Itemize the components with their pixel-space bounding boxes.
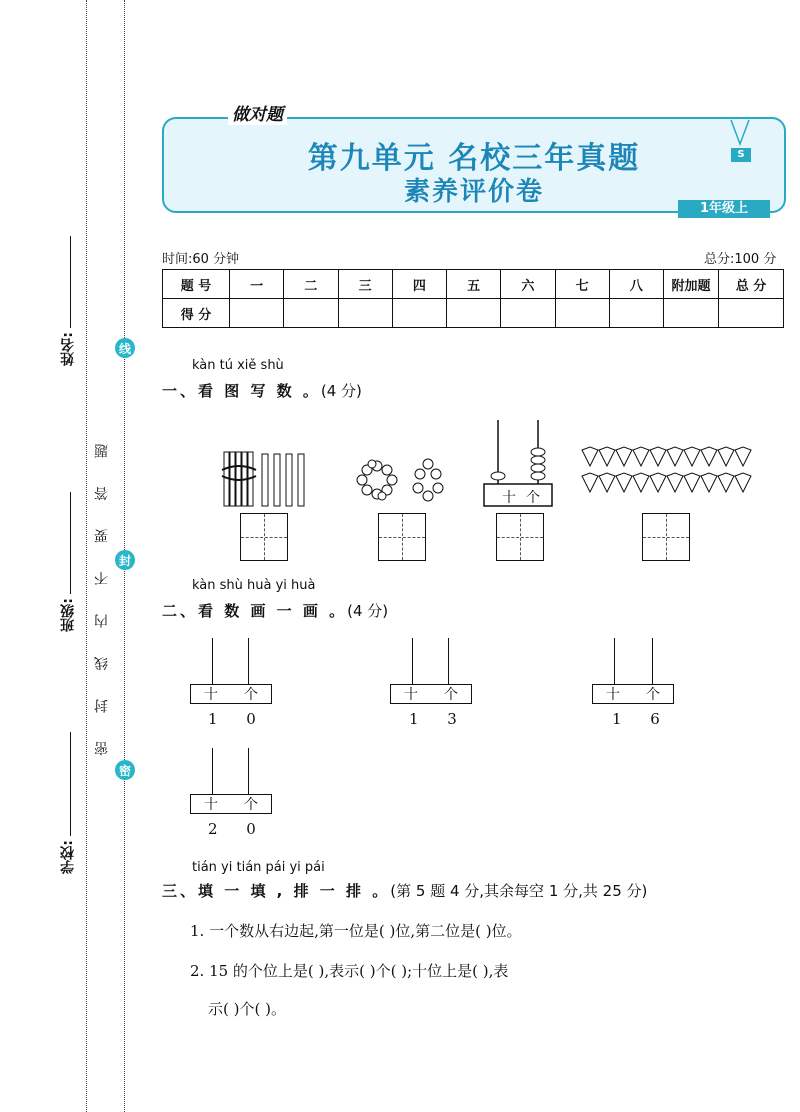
abacus-base[interactable] (190, 794, 272, 814)
header-cell: 总 分 (719, 270, 784, 299)
ones-label: 个 (444, 687, 458, 703)
header-cell: 五 (447, 270, 501, 299)
tens-label: 十 (404, 687, 418, 703)
title-line-2: 素养评价卷 (403, 177, 544, 207)
abacus-rod (248, 638, 249, 684)
score-cell[interactable] (447, 299, 501, 328)
time-info: 时间:60 分钟 (162, 252, 240, 267)
ones-label: 个 (244, 797, 258, 813)
header-cell: 七 (555, 270, 609, 299)
score-table (162, 269, 784, 328)
abacus-rod (448, 638, 449, 684)
q2-points: (4 分) (347, 602, 389, 620)
q3-item-1: 1. 一个数从右边起,第一位是( )位,第二位是( )位。 (190, 922, 522, 940)
tens-label: 十 (502, 490, 516, 506)
tens-label: 十 (204, 687, 218, 703)
header-cell: 三 (338, 270, 392, 299)
score-cell[interactable] (392, 299, 446, 328)
abacus-rod (212, 748, 213, 794)
tens-label: 十 (204, 797, 218, 813)
q3-points: (第 5 题 4 分,其余每空 1 分,共 25 分) (390, 882, 648, 900)
abacus-base[interactable] (190, 684, 272, 704)
q1-answer-box-2[interactable] (378, 513, 426, 561)
abacus-rod (614, 638, 615, 684)
q3-pinyin: tián yi tián pái yi pái (192, 860, 325, 875)
header-cell: 一 (230, 270, 284, 299)
class-label: 班级: (60, 598, 76, 632)
s-badge: S (731, 148, 751, 162)
school-label: 学校: (60, 840, 76, 874)
abacus-rod (212, 638, 213, 684)
q3-title-text: 三、填 一 填 , 排 一 排 。 (162, 882, 391, 900)
q1-answer-box-3[interactable] (496, 513, 544, 561)
header-cell: 四 (392, 270, 446, 299)
score-cell[interactable] (609, 299, 663, 328)
stick-bundle-icon (222, 452, 256, 506)
q2-pinyin: kàn shù huà yi huà (192, 578, 316, 593)
seal-line-text: 密 封 线 内 不 要 答 题 (94, 432, 110, 756)
score-table-header-row (163, 270, 784, 299)
title-line-1: 第九单元 名校三年真题 (307, 141, 641, 176)
q2-title (162, 600, 388, 621)
header-cell: 附加题 (664, 270, 719, 299)
abacus-number: 1 6 (612, 710, 672, 728)
abacus-rod (652, 638, 653, 684)
abacus-number: 1 0 (208, 710, 268, 728)
ones-label: 个 (646, 687, 660, 703)
tens-label: 十 (606, 687, 620, 703)
ones-label: 个 (526, 490, 540, 506)
abacus-number: 2 0 (208, 820, 268, 838)
binding-dotted-line-left (86, 0, 87, 1112)
q1-title (162, 380, 362, 401)
ones-label: 个 (244, 687, 258, 703)
q1-abacus-labels (497, 487, 545, 507)
abacus-rod (248, 748, 249, 794)
seal-char-mi: 密 (115, 760, 135, 780)
header-cell: 八 (609, 270, 663, 299)
score-cell[interactable] (555, 299, 609, 328)
name-field[interactable] (70, 236, 71, 328)
pen-icon (725, 118, 755, 148)
name-label: 姓名: (60, 332, 76, 366)
score-cell[interactable] (664, 299, 719, 328)
score-cell[interactable] (284, 299, 338, 328)
q1-title-text: 一、看 图 写 数 。 (162, 382, 321, 400)
q1-answer-box-4[interactable] (642, 513, 690, 561)
score-cell[interactable] (230, 299, 284, 328)
circle-ring-icon (357, 460, 397, 500)
seal-char-feng: 封 (115, 550, 135, 570)
school-field[interactable] (70, 732, 71, 836)
title-banner (162, 117, 786, 213)
strawberry-icons (582, 447, 751, 492)
q3-item-2: 2. 15 的个位上是( ),表示( )个( );十位上是( ),表 (190, 962, 509, 980)
abacus-number: 1 3 (409, 710, 469, 728)
header-cell: 六 (501, 270, 555, 299)
q1-pinyin: kàn tú xiě shù (192, 358, 284, 373)
q3-item-2-cont: 示( )个( )。 (208, 1000, 286, 1018)
q1-answer-box-1[interactable] (240, 513, 288, 561)
row-label: 得 分 (163, 299, 230, 328)
abacus-base[interactable] (592, 684, 674, 704)
seal-char-xian: 线 (115, 338, 135, 358)
class-field[interactable] (70, 492, 71, 594)
score-cell[interactable] (719, 299, 784, 328)
score-cell[interactable] (338, 299, 392, 328)
q1-points: (4 分) (320, 382, 362, 400)
header-cell: 二 (284, 270, 338, 299)
score-cell[interactable] (501, 299, 555, 328)
abacus-base[interactable] (390, 684, 472, 704)
grade-tag: 1年级上 (678, 200, 770, 218)
circle-group-icon (413, 459, 443, 501)
q2-title-text: 二、看 数 画 一 画 。 (162, 602, 348, 620)
score-table-score-row (163, 299, 784, 328)
total-score-info: 总分:100 分 (704, 252, 777, 267)
header-cell: 题 号 (163, 270, 230, 299)
q3-title (162, 880, 647, 901)
abacus-rod (412, 638, 413, 684)
logo: 做对题 (228, 100, 287, 125)
